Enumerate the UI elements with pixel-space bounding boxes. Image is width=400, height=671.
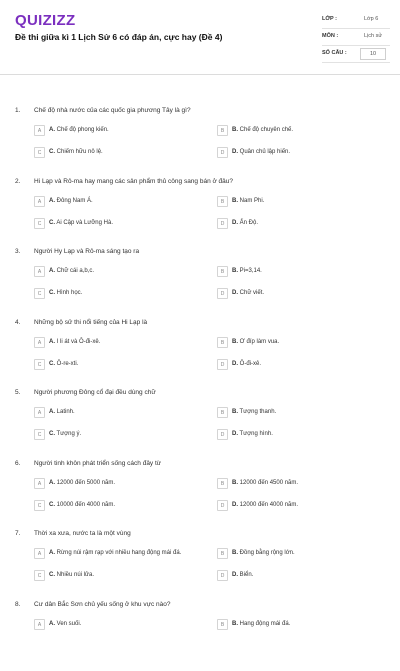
option-letter-box: D (217, 359, 228, 370)
option-letter-box: B (217, 548, 228, 559)
option-key: C. (49, 290, 55, 296)
option-key: D. (232, 431, 238, 437)
option-label: Quân chủ lập hiến. (238, 149, 291, 155)
option-key: C. (49, 501, 55, 508)
option-key: D. (232, 360, 238, 367)
question-number: 3. (15, 248, 21, 255)
option-text (49, 149, 103, 155)
option-key: C. (49, 431, 55, 437)
question-text: Người phương Đông cổ đại đều dùng chữ (34, 389, 156, 396)
question-text: Người Hy Lạp và Rô-ma sáng tạo ra (34, 248, 140, 255)
option-text (232, 621, 290, 627)
option-text (49, 339, 100, 345)
option-key: A. (49, 197, 55, 204)
header-divider (0, 74, 400, 75)
meta-label-subject: MÔN : (322, 33, 339, 39)
question-number: 5. (15, 389, 21, 396)
option-letter-box: C (34, 429, 45, 440)
question-number: 2. (15, 177, 21, 185)
option-text (49, 409, 75, 415)
document-header (0, 0, 400, 72)
question-number: 8. (15, 600, 21, 608)
option-label: Nam Phi. (238, 197, 265, 204)
option-text (49, 550, 181, 556)
option-key: B. (232, 550, 238, 556)
option-key: B. (232, 409, 238, 415)
option-letter-box: B (217, 619, 228, 630)
option-letter-box: B (217, 125, 228, 136)
option-label: Chữ cái a,b,c. (55, 268, 95, 274)
option-label: Rừng núi rậm rạp với nhiều hang động mái đá. (55, 550, 182, 556)
option-key: B. (232, 479, 238, 486)
option-label: Đồng bằng rộng lớn. (238, 550, 295, 556)
meta-value-subject: Lịch sử (364, 33, 383, 39)
option-letter-box: B (217, 407, 228, 418)
document-title: Đề thi giữa kì 1 Lịch Sử 6 có đáp án, cực hay (Đề 4) (15, 32, 223, 42)
option-key: A. (49, 127, 55, 133)
option-label: 12000 đến 4500 năm. (238, 479, 299, 486)
option-key: B. (232, 338, 238, 345)
option-label: Tượng hình. (238, 431, 273, 437)
option-label: Latinh. (55, 409, 75, 415)
option-text (232, 480, 298, 486)
option-key: A. (49, 479, 55, 486)
option-letter-box: B (217, 196, 228, 207)
option-key: D. (232, 501, 238, 508)
option-key: B. (232, 268, 238, 274)
option-label: 10000 đến 4000 năm. (55, 501, 116, 508)
question-text: Người tinh khôn phát triển sống cách đây từ (34, 459, 162, 467)
option-label: Nhiều núi lửa. (55, 572, 95, 578)
option-key: D. (232, 149, 238, 155)
option-key: D. (232, 290, 238, 296)
option-text (232, 361, 261, 367)
option-key: A. (49, 338, 55, 345)
meta-label-count: SỐ CÂU : (322, 50, 347, 56)
question-text: Thời xa xưa, nước ta là một vùng (34, 530, 131, 537)
question-text: Những bộ sử thi nổi tiếng của Hi Lạp là (34, 318, 148, 326)
option-label: Tượng ý. (55, 431, 82, 437)
option-label: Ô-re-xti. (55, 360, 79, 367)
meta-label-class: LỚP : (322, 16, 337, 22)
meta-value-class: Lớp 6 (364, 16, 379, 22)
option-text (49, 361, 78, 367)
option-letter-box: A (34, 619, 45, 630)
question-item (0, 319, 400, 389)
option-key: D. (232, 219, 238, 226)
option-text (232, 550, 295, 556)
option-text (232, 290, 264, 296)
option-letter-box: D (217, 570, 228, 581)
option-key: A. (49, 268, 55, 274)
option-letter-box: C (34, 218, 45, 229)
option-text (232, 502, 298, 508)
option-text (49, 572, 94, 578)
option-label: Biển. (238, 572, 254, 578)
option-letter-box: C (34, 570, 45, 581)
question-number: 4. (15, 318, 21, 326)
option-key: A. (49, 409, 55, 415)
option-key: C. (49, 219, 55, 226)
option-label: Chế độ phong kiến. (55, 127, 109, 133)
option-text (49, 621, 81, 627)
option-key: B. (232, 127, 238, 133)
option-key: C. (49, 360, 55, 367)
meta-value-count: 10 (360, 48, 386, 60)
question-item (0, 389, 400, 459)
question-number: 7. (15, 530, 21, 537)
question-number: 1. (15, 107, 21, 114)
option-label: Tượng thanh. (238, 409, 277, 415)
option-text (49, 220, 113, 226)
option-label: I li át và Ô-đi-xê. (55, 338, 101, 345)
option-label: Chữ viết. (238, 290, 265, 296)
option-text (232, 431, 273, 437)
option-letter-box: D (217, 429, 228, 440)
option-label: Ven suối. (55, 620, 82, 627)
option-text (49, 127, 109, 133)
question-item (0, 248, 400, 318)
meta-row-subject (322, 31, 390, 46)
option-text (232, 572, 253, 578)
option-text (49, 268, 94, 274)
option-letter-box: D (217, 500, 228, 511)
option-label: 12000 đến 5000 năm. (55, 479, 116, 486)
option-label: 12000 đến 4000 năm. (238, 501, 299, 508)
option-text (232, 127, 293, 133)
option-letter-box: A (34, 266, 45, 277)
question-text: Chế độ nhà nước của các quốc gia phương Tây là gì? (34, 107, 191, 114)
option-key: D. (232, 572, 238, 578)
option-letter-box: D (217, 218, 228, 229)
option-text (49, 431, 81, 437)
question-item (0, 460, 400, 530)
option-letter-box: A (34, 407, 45, 418)
option-letter-box: C (34, 288, 45, 299)
option-text (232, 268, 262, 274)
option-label: Chiếm hữu nô lệ. (55, 149, 103, 155)
option-text (232, 220, 258, 226)
option-text (232, 198, 264, 204)
option-letter-box: A (34, 478, 45, 489)
option-letter-box: A (34, 548, 45, 559)
question-item (0, 107, 400, 177)
option-label: Hình học. (55, 290, 83, 296)
option-label: Ơ đíp làm vua. (238, 338, 280, 345)
option-text (49, 290, 82, 296)
option-label: Chế độ chuyên chế. (238, 127, 294, 133)
question-text: Hi Lạp và Rô-ma hay mang các sản phẩm thủ công sang bán ở đâu? (34, 177, 234, 185)
option-key: A. (49, 550, 55, 556)
option-label: Hang động mái đá. (238, 620, 291, 627)
meta-row-count (322, 48, 390, 63)
question-item (0, 178, 400, 248)
option-letter-box: D (217, 288, 228, 299)
option-letter-box: C (34, 500, 45, 511)
option-text (232, 409, 276, 415)
option-key: C. (49, 149, 55, 155)
option-key: B. (232, 197, 238, 204)
option-letter-box: C (34, 359, 45, 370)
option-label: Ô-đi-xê. (238, 360, 262, 367)
option-label: Pi=3,14. (238, 268, 262, 274)
option-text (49, 502, 115, 508)
option-text (232, 149, 290, 155)
question-text: Cư dân Bắc Sơn chủ yếu sống ở khu vực nào? (34, 600, 171, 608)
option-key: A. (49, 620, 55, 627)
option-label: Ấn Độ. (238, 219, 259, 226)
meta-row-class (322, 14, 390, 29)
option-letter-box: A (34, 125, 45, 136)
option-letter-box: B (217, 266, 228, 277)
meta-info-box (322, 14, 390, 65)
option-letter-box: C (34, 147, 45, 158)
option-letter-box: A (34, 337, 45, 348)
option-text (232, 339, 279, 345)
option-key: C. (49, 572, 55, 578)
question-item (0, 601, 400, 671)
question-item (0, 530, 400, 600)
option-label: Ai Cập và Lưỡng Hà. (55, 219, 113, 226)
option-key: B. (232, 620, 238, 627)
question-number: 6. (15, 459, 21, 467)
option-label: Đông Nam Á. (55, 197, 93, 204)
option-letter-box: B (217, 478, 228, 489)
option-text (49, 198, 93, 204)
option-text (49, 480, 115, 486)
option-letter-box: D (217, 147, 228, 158)
quizizz-logo: QUIZIZZ (15, 12, 76, 29)
option-letter-box: B (217, 337, 228, 348)
option-letter-box: A (34, 196, 45, 207)
